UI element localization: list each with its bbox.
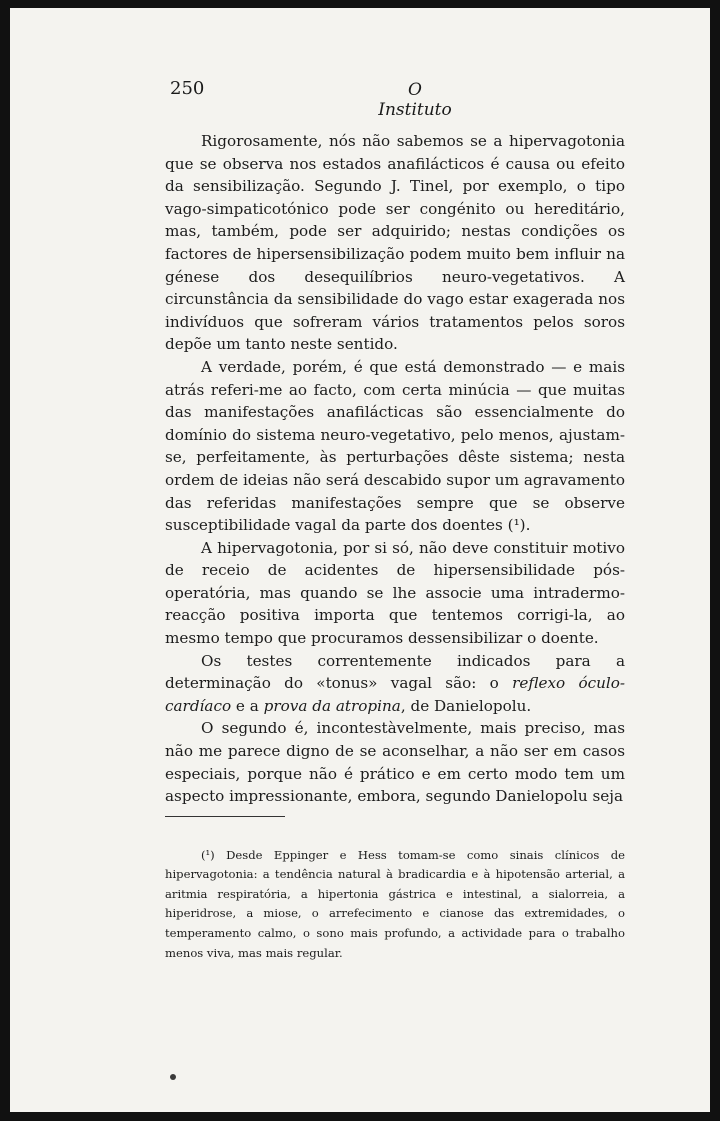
tests-connector: e a	[231, 696, 264, 715]
tests-lead: Os testes correntemente indicados para a determinação do «tonus» vagal são: o	[165, 651, 625, 693]
paragraph: O segundo é, incontestàvelmente, mais preciso, mas não me parece digno de se aconselhar, a não ser em casos especiais, porque não é prático e em certo modo tem um aspecto impressionante, embora, segundo Danielopolu seja	[165, 719, 625, 806]
footnote-rule	[165, 816, 285, 817]
reflex-term: reflexo óculo-cardíaco	[165, 674, 626, 715]
book-page	[10, 8, 710, 1112]
footnote: (¹) Desde Eppinger e Hess tomam-se como sinais clínicos de hipervagotonia: a tendência natural à bradicardia e à hipotensão arterial, a aritmia respiratória, a hipertonia gástrica e intestinal, a sialorreia, a hiperidrose, a miose, o arrefecimento e cianose das extremidades, o temperamento calmo, o sono mais profundo, a actividade para o trabalho menos viva, mas mais regular.	[165, 847, 625, 960]
paragraph: Rigorosamente, nós não sabemos se a hipervagotonia que se observa nos estados anafilácticos é causa ou efeito da sensibilização. Segundo J. Tinel, por exemplo, o tipo vago-simpaticotónico pode ser congénito ou hereditário, mas, também, pode ser adquirido; nestas condições os factores de hipersensibilização podem muito bem influir na génese dos desequilíbrios neuro-vegetativos. A circunstância da sensibilidade do vago estar exagerada nos indivíduos que sofreram vários tratamentos pelos soros depõe um tanto neste sentido.	[165, 132, 625, 354]
running-title: O Instituto	[378, 80, 452, 120]
atropine-term: prova da atropina	[263, 696, 401, 715]
paragraph: A hipervagotonia, por si só, não deve constituir motivo de receio de acidentes de hipersensibilidade pós-operatória, mas quando se lhe associe uma intradermo-reacção positiva importa que tentemos corrigi-la, ao mesmo tempo que procuramos dessensibilizar o doente.	[165, 538, 625, 648]
tests-tail: , de Danielopolu.	[400, 696, 532, 715]
paragraph: A verdade, porém, é que está demonstrado — e mais atrás referi-me ao facto, com certa minúcia — que muitas das manifestações anafilácticas são essencialmente do domínio do sistema neuro-vegetativo, pelo menos, ajustam-se, perfeitamente, às perturbações dêste sistema; nesta ordem de ideias não será descabido supor um agravamento das referidas manifestações sempre que se observe susceptibilidade vagal da parte dos doentes (¹).	[165, 357, 625, 535]
print-speck	[170, 1074, 176, 1080]
body-text	[165, 130, 625, 808]
running-head	[170, 78, 650, 120]
paragraph-tests	[165, 650, 625, 718]
page-number: 250	[170, 78, 205, 99]
